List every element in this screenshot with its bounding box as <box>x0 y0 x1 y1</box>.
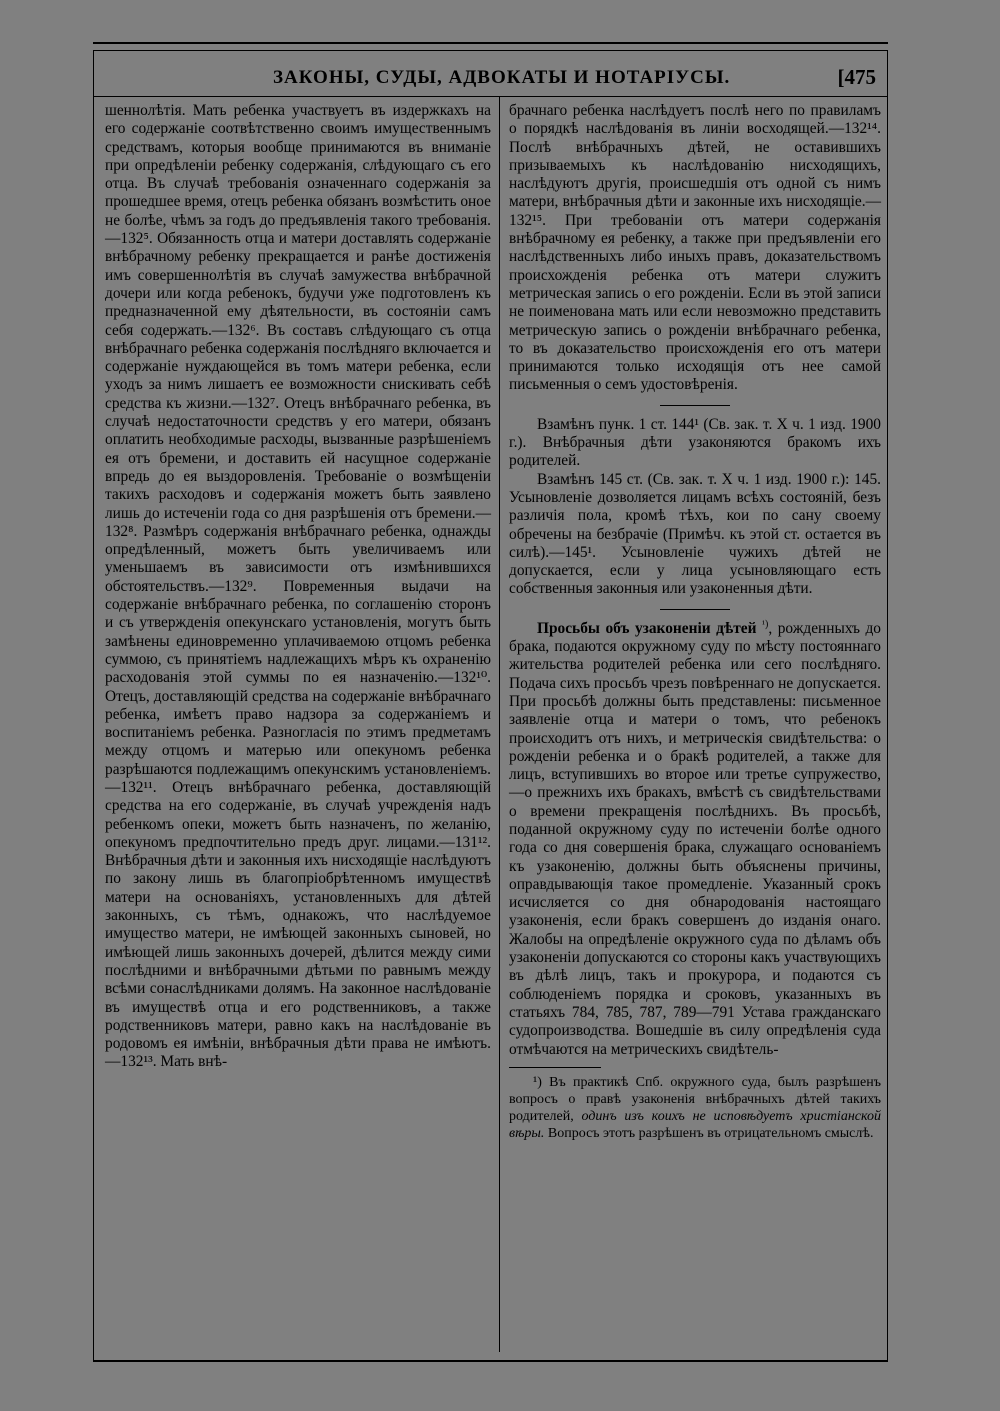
right-para-1: брачнаго ребенка наслѣдуетъ послѣ него по правиламъ о порядкѣ наслѣдованія въ линіи восходящей.—132¹⁴. Послѣ внѣбрачныхъ дѣтей, не оставившихъ призываемыхъ къ наслѣдованію нисходящихъ, наслѣдуютъ другія, происшедшія отъ одной съ нимъ матери, внѣбрачныя дѣти и законные ихъ нисходящіе.—132¹⁵. При требованіи отъ матери содержанія внѣбрачному ея ребенку, а также при предъявленіи его наслѣдственныхъ либо иныхъ правъ, доказательствомъ происхожденія ребенка отъ матери служитъ метрическая запись о его рожденіи. Если въ этой записи не поименована мать или если невозможно представить метрическую запись о рожденіи внѣбрачнаго ребенка, то въ доказательство происхожденія его отъ матери принимаются только исходящія отъ нее самой письменныя о семъ удостовѣренія. <box>509 102 881 394</box>
footnote-italic: одинъ изъ коихъ не исповѣдуетъ христіанской вѣры. <box>509 1108 882 1141</box>
right-border <box>887 50 888 1360</box>
page-number: [475 <box>837 65 876 89</box>
footnote-start: ¹) Въ практикѣ Спб. окружного суда, былъ разрѣшенъ вопросъ о правѣ узаконенія внѣбрачныхъ дѣтей такихъ родителей, <box>509 1074 881 1124</box>
right-para-3: Взамѣнъ 145 ст. (Св. зак. т. X ч. 1 изд. 1900 г.): 145. Усыновленіе дозволяется лицамъ всѣхъ состояній, безъ различія пола, кромѣ тѣхъ, кои по сану своему обречены на безбрачіе (Примѣч. къ этой ст. остается въ силѣ).—145¹. Усыновленіе чужихъ дѣтей не допускается, если у лица усыновляющаго есть собственныя законныя или узаконенныя дѣти. <box>509 470 881 598</box>
right-para-4-text: , рожденныхъ до брака, подаются окружному суду по мѣсту постояннаго жительства родителей ребенка или сего послѣдняго. Подача сихъ просьбъ чрезъ повѣреннаго не допускается. При просьбѣ должны быть представлены: письменное заявленіе отца и матери о томъ, что ребенокъ происходитъ отъ нихъ, и метрическія свидѣтельства: о рожденіи ребенка и о бракѣ родителей, а также для лицъ, вступившихъ во второе или третье супружество,—о прежнихъ ихъ бракахъ, вмѣстѣ съ свидѣтельствами о времени прекращенія послѣднихъ. Въ просьбѣ, поданной окружному суду по истеченіи болѣе одного года со дня совершенія брака, служащаго основаніемъ къ узаконенію, должны быть объяснены причины, оправдывающія такое промедленіе. Указанный срокъ исчисляется со дня обнародованія настоящаго узаконенія, если бракъ совершенъ до изданія онаго. Жалобы на опредѣленіе окружного суда по дѣламъ объ узаконеніи допускаются со стороны какъ участвующихъ въ дѣлѣ лицъ, такъ и прокурора, и подаются съ соблюденіемъ порядка и сроковъ, указанныхъ въ статьяхъ 784, 785, 787, 789—791 Устава гражданскаго судопроизводства. Вошедшіе въ силу опредѣленія суда отмѣчаются на метрическихъ свидѣтель- <box>509 619 881 1058</box>
right-column <box>509 102 881 1142</box>
right-para-2: Взамѣнъ пунк. 1 ст. 144¹ (Св. зак. т. X ч. 1 изд. 1900 г.). Внѣбрачныя дѣти узаконяются бракомъ ихъ родителей. <box>509 415 881 470</box>
top-double-rule <box>93 50 888 51</box>
footnote-marker: ¹) <box>762 618 769 630</box>
footnote-rule <box>509 1067 601 1068</box>
running-header <box>93 56 888 97</box>
left-column-text: шеннолѣтія. Мать ребенка участвуетъ въ издержкахъ на его содержаніе соотвѣтственно своимъ имущественнымъ средствамъ, которыя вообще принимаются въ вниманіе при опредѣленіи ребенку содержанія, слѣдующаго съ его отца. Въ случаѣ требованія означеннаго содержанія за прошедшее время, отецъ ребенка обязанъ возмѣстить оное не болѣе, чѣмъ за годъ до предъявленія такого требованія.—132⁵. Обязанность отца и матери доставлять содержаніе внѣбрачному ребенку прекращается и ранѣе достиженія имъ совершеннолѣтія въ случаѣ замужества внѣбрачной дочери или когда ребенокъ, будучи уже подготовленъ къ предназначенной ему дѣятельности, въ состояніи самъ себя содержать.—132⁶. Въ составъ слѣдующаго съ отца внѣбрачнаго ребенка содержанія послѣдняго включается и содержаніе нуждающейся въ томъ матери ребенка, если уходъ за нимъ лишаетъ ее возможности снискивать себѣ средства къ жизни.—132⁷. Отецъ внѣбрачнаго ребенка, въ случаѣ недостаточности средствъ у его матери, обязанъ оплатить необходимые расходы, вызванные разрѣшеніемъ ея отъ бремени, и доставить ей насущное содержаніе впредь до ея выздоровленія. Требованіе о возмѣщеніи такихъ расходовъ и содержанія можетъ быть заявлено лишь до истеченіи года со дня разрѣшенія отъ бремени.—132⁸. Размѣръ содержанія внѣбрачнаго ребенка, однажды опредѣленный, можетъ быть увеличиваемъ или уменьшаемъ въ зависимости отъ измѣнившихся обстоятельствъ.—132⁹. Повременныя выдачи на содержаніе внѣбрачнаго ребенка, по соглашенію сторонъ и съ утвержденія опекунскаго установленія, могутъ быть замѣнены единовременно уплачиваемою отцомъ ребенка суммою, съ принятіемъ надлежащихъ мѣръ къ охраненію расходованія этой суммы по ея назначенію.—132¹⁰. Отецъ, доставляющій средства на содержаніе внѣбрачнаго ребенка, имѣетъ право надзора за содержаніемъ и воспитаніемъ ребенка. Разногласія по этимъ предметамъ между отцомъ и матерью или опекуномъ ребенка разрѣшаются подлежащимъ опекунскимъ установленіемъ.—132¹¹. Отецъ внѣбрачнаго ребенка, доставляющій средства на его содержаніе, въ случаѣ учрежденія надъ ребенкомъ опеки, можетъ быть назначенъ, по желанію, опекуномъ предпочтительно предъ друг. лицами.—131¹². Внѣбрачныя дѣти и законныя ихъ нисходящіе наслѣдуютъ по закону лишь въ благопріобрѣтенномъ имуществѣ матери на основаніяхъ, установленныхъ для дѣтей законныхъ, съ тѣмъ, однакожъ, что наслѣдуемое имущество матери, не имѣющей законныхъ сыновей, но имѣющей лишь законныхъ дочерей, дѣлится между сими послѣдними и внѣбрачными дѣтьми по равнымъ между всѣми сонаслѣдниками долямъ. На законное наслѣдованіе въ имуществѣ отца и его родственниковъ, а также родственниковъ матери, равно какъ на наслѣдованіе въ родовомъ ея имѣніи, внѣбрачныя дѣти права не имѣютъ.—132¹³. Мать внѣ- <box>105 102 491 1071</box>
section-rule-1 <box>660 405 730 406</box>
footnote-end: Вопросъ этотъ разрѣшенъ въ отрицательномъ смыслѣ. <box>547 1125 874 1141</box>
left-column <box>105 102 491 1072</box>
column-divider <box>499 96 500 1352</box>
left-border <box>93 50 94 1360</box>
header-title: ЗАКОНЫ, СУДЫ, АДВОКАТЫ И НОТАРІУСЫ. <box>273 67 731 88</box>
page-frame <box>93 42 888 1362</box>
footnote <box>509 1074 881 1142</box>
right-para-4 <box>509 620 881 1059</box>
section-rule-2 <box>660 609 730 610</box>
section-heading: Просьбы объ узаконеніи дѣтей <box>537 619 757 637</box>
